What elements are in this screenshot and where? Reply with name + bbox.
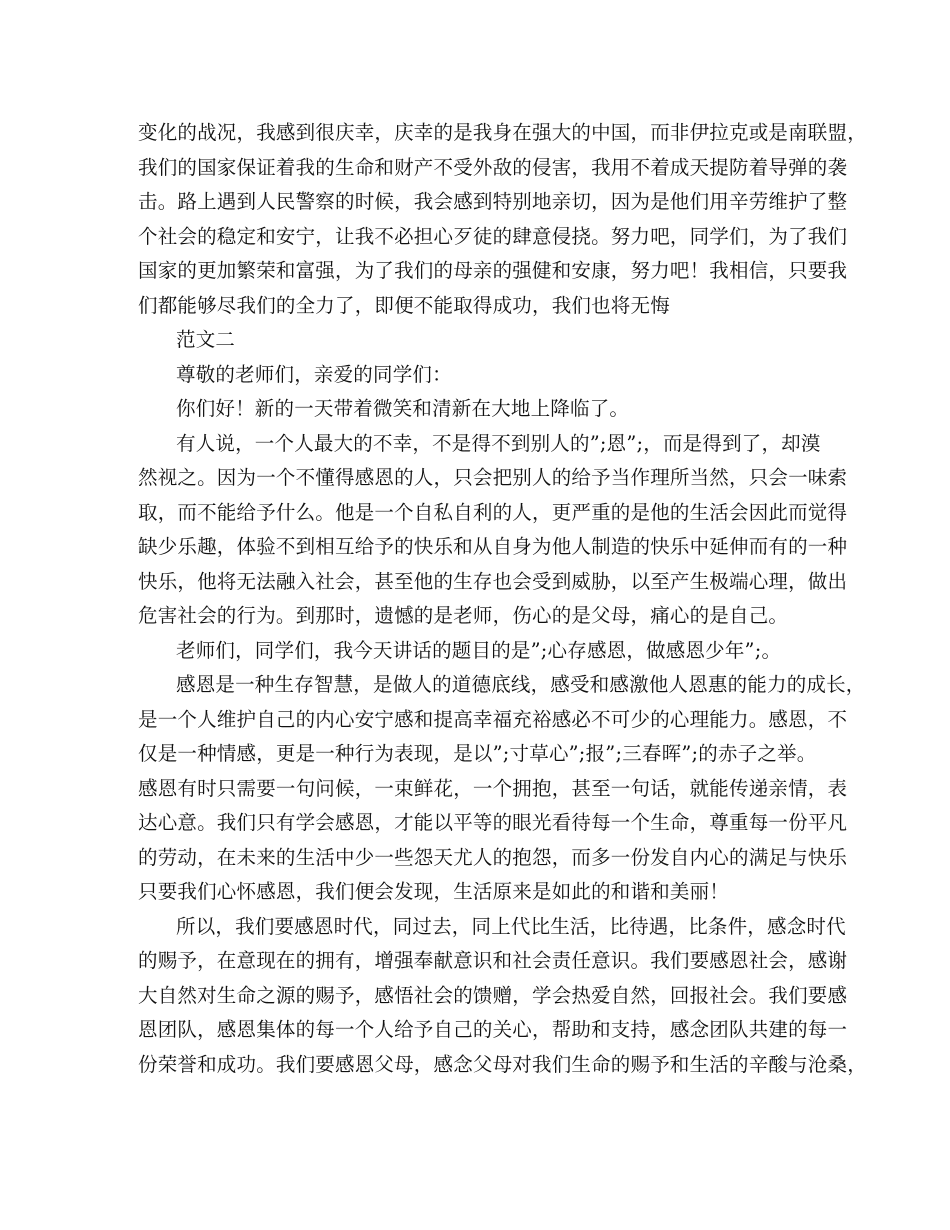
text-line: 快乐，他将无法融入社会，甚至他的生存也会受到威胁，以至产生极端心理，做出 — [138, 569, 848, 593]
text-line: 你们好！新的一天带着微笑和清新在大地上降临了。 — [176, 397, 630, 420]
text-line: 份荣誉和成功。我们要感恩父母，感念父母对我们生命的赐予和生活的辛酸与沧桑， — [138, 1052, 867, 1076]
text-line: 缺少乐趣，体验不到相互给予的快乐和从自身为他人制造的快乐中延伸而有的一种 — [138, 535, 848, 558]
text-line: 国家的更加繁荣和富强，为了我们的母亲的强健和安康，努力吧！我相信，只要我 — [138, 259, 848, 282]
text-line: 感恩是一种生存智慧，是做人的道德底线，感受和感激他人恩惠的能力的成长， — [176, 673, 866, 696]
text-line: 达心意。我们只有学会感恩，才能以平等的眼光看待每一个生命，尊重每一份平凡 — [138, 811, 848, 834]
text-line: 的劳动，在未来的生活中少一些怨天尤人的抱怨，而多一份发自内心的满足与快乐 — [138, 845, 848, 869]
text-line: 尊敬的老师们，亲爱的同学们： — [176, 362, 452, 386]
text-line: 我们的国家保证着我的生命和财产不受外敌的侵害，我用不着成天提防着导弹的袭 — [138, 155, 848, 179]
text-line: 然视之。因为一个不懂得感恩的人，只会把别人的给予当作理所当然，只会一味索 — [138, 466, 848, 489]
text-line: 仅是一种情感，更是一种行为表现，是以”;寸草心”;报”;三春晖”;的赤子之举。 — [138, 742, 817, 765]
text-line: 们都能够尽我们的全力了，即便不能取得成功，我们也将无悔 — [138, 293, 670, 317]
text-line: 危害社会的行为。到那时，遗憾的是老师，伤心的是父母，痛心的是自己。 — [138, 604, 789, 627]
text-line: 个社会的稳定和安宁，让我不必担心歹徒的肆意侵挠。努力吧，同学们，为了我们 — [138, 224, 848, 248]
text-line: 范文二 — [176, 328, 236, 351]
text-line: 击。路上遇到人民警察的时候，我会感到特别地亲切，因为是他们用辛劳维护了整 — [138, 190, 848, 213]
text-line: 感恩有时只需要一句问候，一束鲜花，一个拥抱，甚至一句话，就能传递亲情，表 — [138, 776, 848, 800]
text-line: 所以，我们要感恩时代，同过去，同上代比生活，比待遇，比条件，感念时代 — [176, 914, 846, 938]
text-line: 大自然对生命之源的赐予，感悟社会的馈赠，学会热爱自然，回报社会。我们要感 — [138, 983, 848, 1007]
text-line: 只要我们心怀感恩，我们便会发现，生活原来是如此的和谐和美丽！ — [138, 880, 730, 903]
text-line: 恩团队，感恩集体的每一个人给予自己的关心，帮助和支持，感念团队共建的每一 — [138, 1018, 848, 1041]
document-body — [138, 116, 867, 1082]
text-line: 取，而不能给予什么。他是一个自私自利的人，更严重的是他的生活会因此而觉得 — [138, 500, 848, 524]
text-line: 变化的战况，我感到很庆幸，庆幸的是我身在强大的中国，而非伊拉克或是南联盟， — [138, 121, 867, 144]
text-line: 的赐予，在意现在的拥有，增强奉献意识和社会责任意识。我们要感恩社会，感谢 — [138, 949, 848, 972]
text-line: 有人说，一个人最大的不幸，不是得不到别人的”;恩”;，而是得到了，却漠 — [176, 431, 821, 455]
text-line: 老师们，同学们，我今天讲话的题目的是”;心存感恩，做感恩少年”;。 — [176, 638, 782, 662]
text-line: 是一个人维护自己的内心安宁感和提高幸福充裕感必不可少的心理能力。感恩，不 — [138, 707, 848, 731]
